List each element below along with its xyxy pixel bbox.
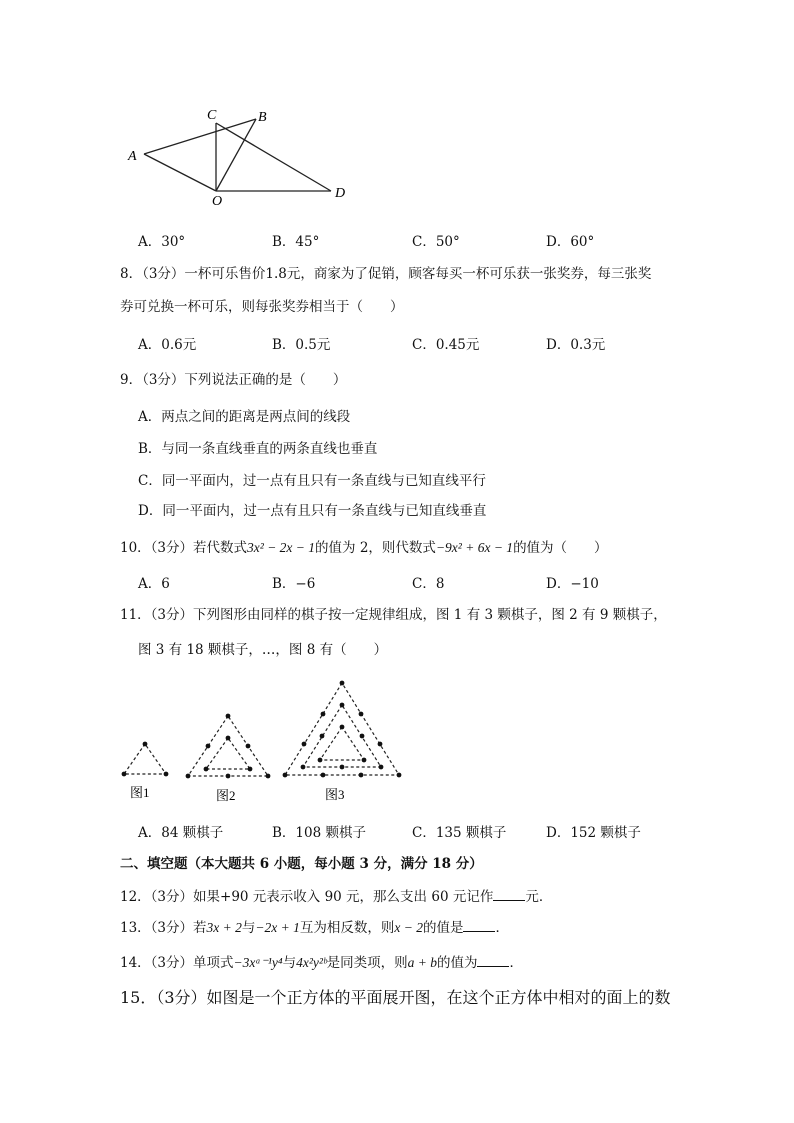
point-label-b: B	[258, 110, 267, 125]
q14-expr1: −3xᵃ⁻¹y⁴	[233, 955, 283, 970]
q7-option-d[interactable]: D．60°	[546, 234, 595, 250]
q13-end: ．	[495, 920, 509, 936]
section-2-heading: 二、填空题（本大题共 6 小题，每小题 3 分，满分 18 分）	[120, 856, 483, 872]
figure-label-2: 图2	[216, 788, 236, 803]
triangle-pattern-figure	[110, 675, 410, 805]
figure-label-3: 图3	[325, 787, 345, 802]
q14-answer-blank[interactable]	[477, 954, 509, 967]
q14-mid1: 与	[282, 955, 297, 971]
q11-option-b[interactable]: B．108 颗棋子	[272, 825, 366, 841]
q8-option-a[interactable]: A．0.6元	[138, 337, 197, 353]
q14-prefix: 14．（3分）单项式	[120, 955, 234, 971]
q13-mid1: 与	[241, 920, 256, 936]
q10-option-c[interactable]: C．8	[412, 576, 445, 592]
q13-expr3: x − 2	[394, 920, 423, 935]
q14-end: ．	[509, 955, 523, 971]
q13-tail: 的值是	[422, 920, 464, 936]
q9-option-b[interactable]: B．与同一条直线垂直的两条直线也垂直	[138, 441, 378, 457]
q10-option-d[interactable]: D．−10	[546, 576, 599, 592]
point-label-a: A	[128, 149, 137, 164]
q13-expr2: −2x + 1	[255, 920, 300, 935]
q13-prefix: 13．（3分）若	[120, 920, 207, 936]
q10-option-b[interactable]: B．−6	[272, 576, 316, 592]
q14-tail: 的值为	[436, 955, 478, 971]
q13-stem	[120, 916, 509, 936]
q8-stem-line2: 券可兑换一杯可乐，则每张奖券相当于（ ）	[120, 299, 404, 315]
q13-mid2: 互为相反数，则	[299, 920, 395, 936]
q7-option-b[interactable]: B．45°	[272, 234, 320, 250]
q10-expr1: 3x² − 2x − 1	[247, 540, 316, 555]
q11-option-a[interactable]: A．84 颗棋子	[138, 825, 224, 841]
q14-stem	[120, 951, 523, 971]
q8-stem-line1: 8．（3分）一杯可乐售价1.8元，商家为了促销，顾客每买一杯可乐获一张奖券，每三张奖	[120, 266, 652, 282]
q13-expr1: 3x + 2	[206, 920, 242, 935]
figure-label-1: 图1	[130, 785, 150, 800]
q9-option-d[interactable]: D．同一平面内，过一点有且只有一条直线与已知直线垂直	[138, 503, 487, 519]
q14-expr3: a + b	[407, 955, 437, 970]
q14-expr2: 4x²y²ᵇ	[296, 955, 327, 970]
q8-option-c[interactable]: C．0.45元	[412, 337, 480, 353]
q9-option-c[interactable]: C．同一平面内，过一点有且只有一条直线与已知直线平行	[138, 473, 486, 489]
q11-stem-line2: 图 3 有 18 颗棋子，…，图 8 有（ ）	[138, 642, 388, 658]
q7-option-c[interactable]: C．50°	[412, 234, 460, 250]
q11-option-c[interactable]: C．135 颗棋子	[412, 825, 507, 841]
q7-option-a[interactable]: A．30°	[138, 234, 186, 250]
q10-prefix: 10．（3分）若代数式	[120, 540, 248, 556]
q9-option-a[interactable]: A．两点之间的距离是两点间的线段	[138, 409, 351, 425]
q12-tail: 元．	[525, 889, 553, 905]
q12-text: 12．（3分）如果+90 元表示收入 90 元，那么支出 60 元记作	[120, 889, 494, 905]
point-label-d: D	[335, 186, 346, 201]
q10-suffix: 的值为（ ）	[513, 540, 608, 556]
q15-stem-line1: 15．（3分）如图是一个正方体的平面展开图，在这个正方体中相对的面上的数	[120, 988, 671, 1007]
q11-stem-line1: 11．（3分）下列图形由同样的棋子按一定规律组成，图 1 有 3 颗棋子，图 2 有 9 颗棋子，	[120, 607, 667, 623]
q12-stem	[120, 885, 552, 905]
q8-option-d[interactable]: D．0.3元	[546, 337, 606, 353]
angle-figure	[120, 100, 360, 215]
q13-answer-blank[interactable]	[463, 919, 495, 932]
point-label-c: C	[207, 108, 217, 123]
q8-option-b[interactable]: B．0.5元	[272, 337, 331, 353]
q10-mid: 的值为 2，则代数式	[315, 540, 436, 556]
q12-answer-blank[interactable]	[493, 888, 525, 901]
q10-option-a[interactable]: A．6	[138, 576, 170, 592]
point-label-o: O	[212, 194, 223, 209]
q11-option-d[interactable]: D．152 颗棋子	[546, 825, 641, 841]
q9-stem: 9．（3分）下列说法正确的是（ ）	[120, 372, 347, 388]
q14-mid2: 是同类项，则	[326, 955, 408, 971]
q10-stem	[120, 536, 608, 556]
q10-expr2: −9x² + 6x − 1	[435, 540, 514, 555]
